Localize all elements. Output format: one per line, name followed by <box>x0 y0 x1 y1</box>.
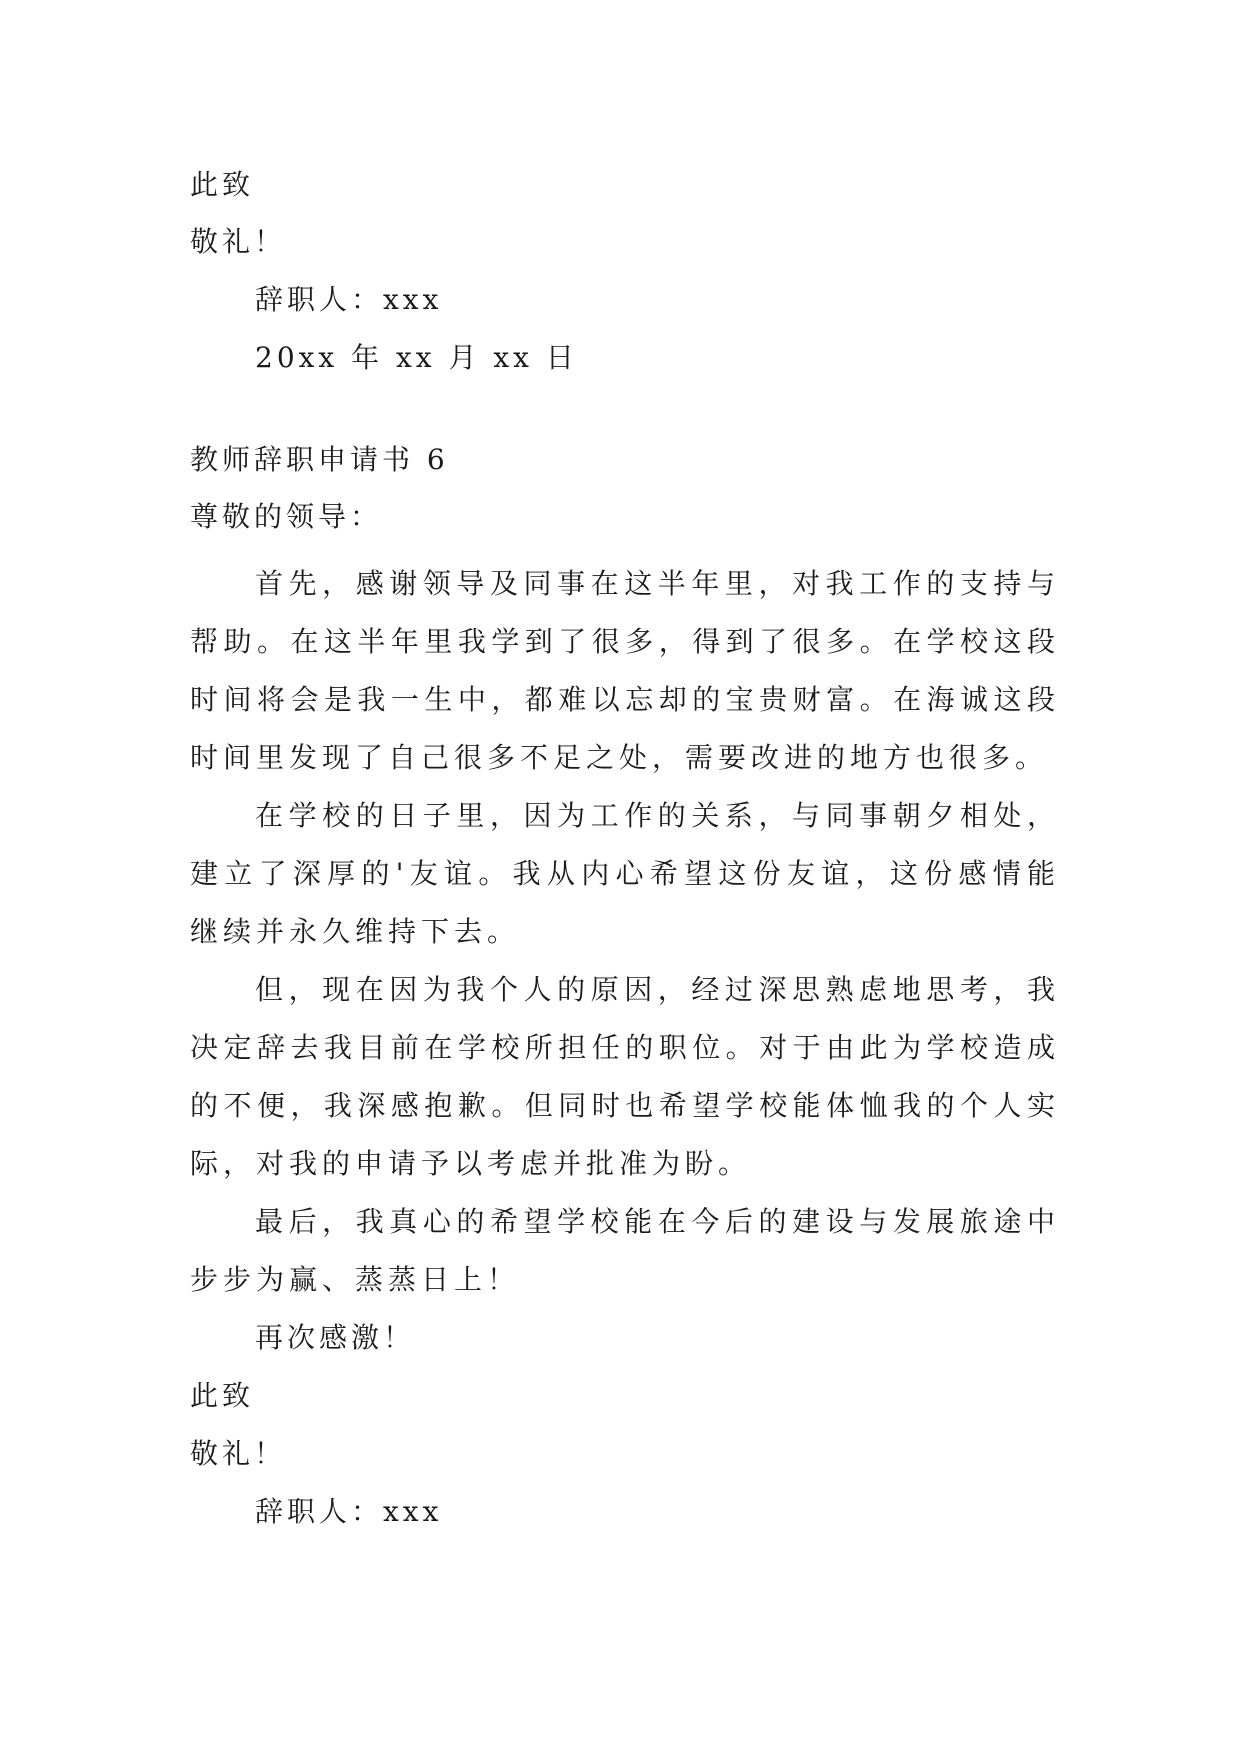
signer-line: 辞职人：xxx <box>255 283 443 316</box>
letter-greeting: 尊敬的领导： <box>190 500 383 533</box>
letter-title: 教师辞职申请书 6 <box>190 443 449 476</box>
closing-salutation: 此致 <box>190 168 255 201</box>
paragraph-2: 在学校的日子里，因为工作的关系，与同事朝夕相处，建立了深厚的'友谊。我从内心希望这份友谊，这份感情能继续并永久维持下去。 <box>190 799 1060 948</box>
letter-salutation: 此致 <box>190 1379 255 1412</box>
thanks-line: 再次感激！ <box>255 1321 416 1354</box>
paragraph-4: 最后，我真心的希望学校能在今后的建设与发展旅途中步步为赢、蒸蒸日上！ <box>190 1205 1060 1296</box>
letter-signer: 辞职人：xxx <box>255 1495 443 1528</box>
paragraph-3: 但，现在因为我个人的原因，经过深思熟虑地思考，我决定辞去我目前在学校所担任的职位。对于由此为学校造成的不便，我深感抱歉。但同时也希望学校能体恤我的个人实际，对我的申请予以考虑并批准为盼。 <box>190 973 1060 1180</box>
closing-respect: 敬礼！ <box>190 225 287 258</box>
date-line: 20xx 年 xx 月 xx 日 <box>255 341 578 374</box>
letter-respect: 敬礼！ <box>190 1437 287 1470</box>
paragraph-1: 首先，感谢领导及同事在这半年里，对我工作的支持与帮助。在这半年里我学到了很多，得到了很多。在学校这段时间将会是我一生中，都难以忘却的宝贵财富。在海诚这段时间里发现了自己很多不足之处，需要改进的地方也很多。 <box>190 567 1060 774</box>
